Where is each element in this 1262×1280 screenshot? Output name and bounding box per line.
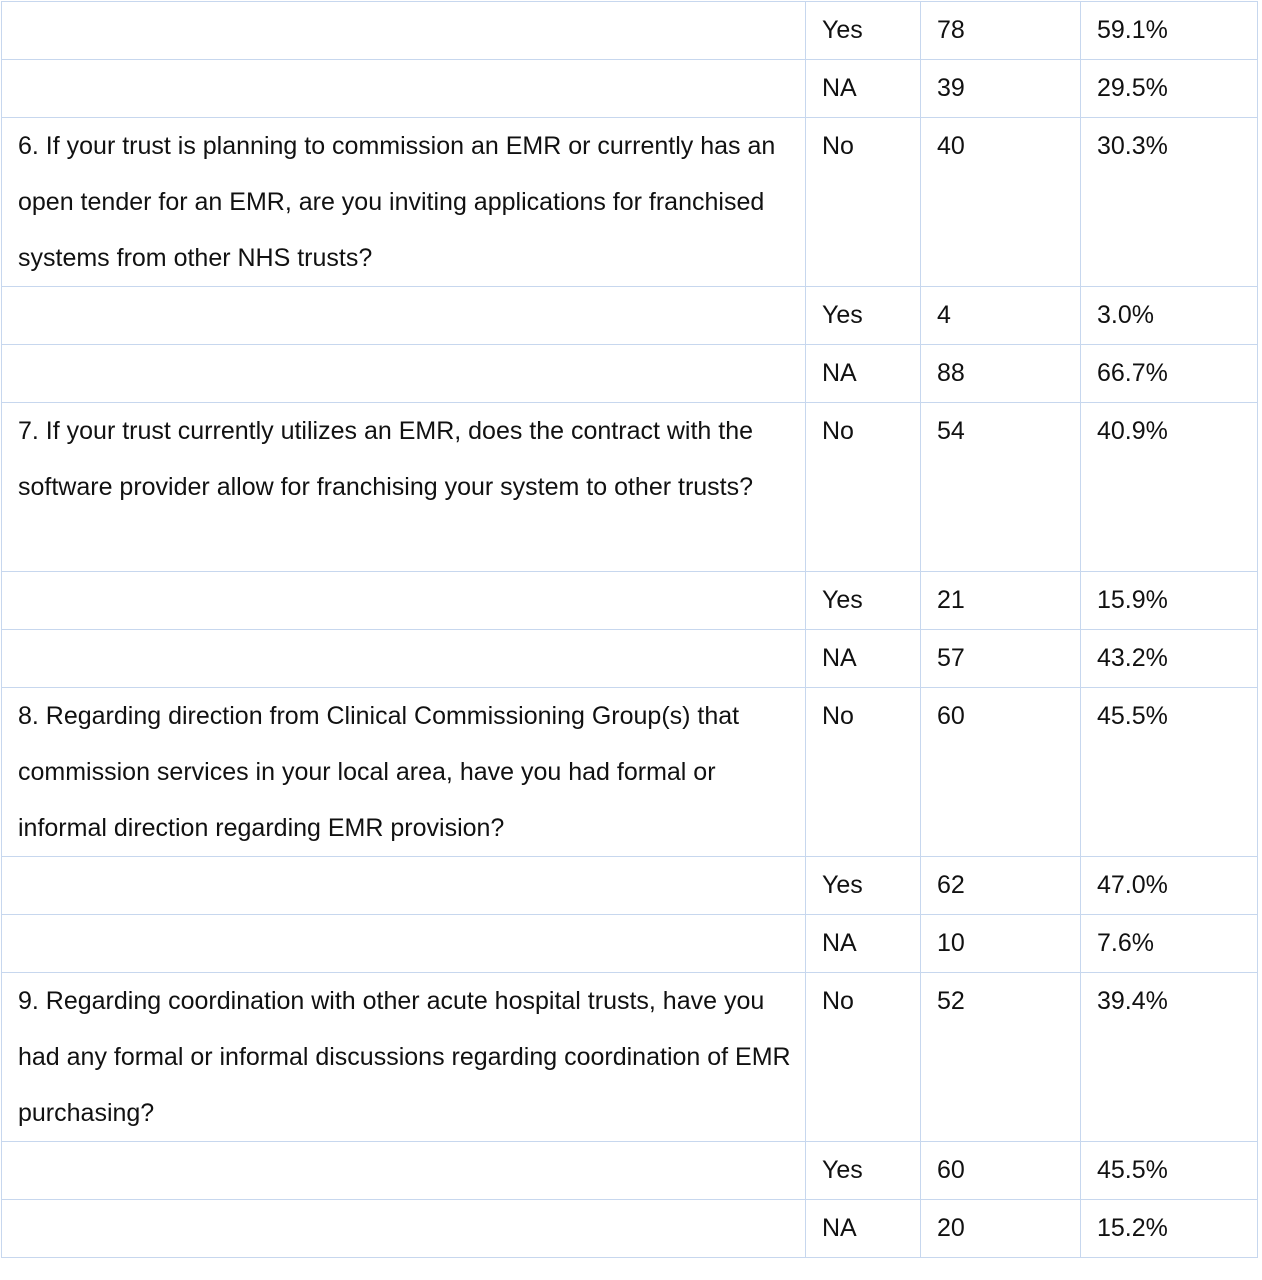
answer-cell: Yes	[806, 857, 921, 915]
table-row	[2, 630, 1258, 688]
question-cell	[2, 345, 806, 403]
percent-cell: 59.1%	[1081, 2, 1258, 60]
count-cell: 57	[921, 630, 1081, 688]
percent-cell: 45.5%	[1081, 688, 1258, 857]
question-cell: 7. If your trust currently utilizes an EMR, does the contract with the software provider allow for franchising your system to other trusts?	[2, 403, 806, 572]
answer-cell: NA	[806, 345, 921, 403]
table-row	[2, 287, 1258, 345]
answer-cell: NA	[806, 60, 921, 118]
table-row	[2, 118, 1258, 287]
count-cell: 52	[921, 973, 1081, 1142]
question-cell	[2, 2, 806, 60]
question-cell	[2, 572, 806, 630]
question-cell	[2, 1200, 806, 1258]
question-cell	[2, 915, 806, 973]
table-row	[2, 688, 1258, 857]
percent-cell: 47.0%	[1081, 857, 1258, 915]
answer-cell: Yes	[806, 2, 921, 60]
count-cell: 54	[921, 403, 1081, 572]
percent-cell: 29.5%	[1081, 60, 1258, 118]
percent-cell: 15.9%	[1081, 572, 1258, 630]
count-cell: 60	[921, 688, 1081, 857]
answer-cell: Yes	[806, 572, 921, 630]
table-row	[2, 973, 1258, 1142]
table-row	[2, 1142, 1258, 1200]
table-row	[2, 345, 1258, 403]
answer-cell: NA	[806, 1200, 921, 1258]
table-row	[2, 403, 1258, 572]
question-cell: 9. Regarding coordination with other acute hospital trusts, have you had any formal or informal discussions regarding coordination of EMR purchasing?	[2, 973, 806, 1142]
percent-cell: 39.4%	[1081, 973, 1258, 1142]
count-cell: 21	[921, 572, 1081, 630]
question-cell	[2, 857, 806, 915]
answer-cell: NA	[806, 630, 921, 688]
answer-cell: Yes	[806, 287, 921, 345]
percent-cell: 15.2%	[1081, 1200, 1258, 1258]
question-cell	[2, 1142, 806, 1200]
percent-cell: 30.3%	[1081, 118, 1258, 287]
percent-cell: 7.6%	[1081, 915, 1258, 973]
question-cell: 8. Regarding direction from Clinical Commissioning Group(s) that commission services in your local area, have you had formal or informal direction regarding EMR provision?	[2, 688, 806, 857]
percent-cell: 40.9%	[1081, 403, 1258, 572]
percent-cell: 3.0%	[1081, 287, 1258, 345]
table-row	[2, 915, 1258, 973]
table-row	[2, 857, 1258, 915]
count-cell: 4	[921, 287, 1081, 345]
count-cell: 40	[921, 118, 1081, 287]
count-cell: 10	[921, 915, 1081, 973]
count-cell: 62	[921, 857, 1081, 915]
survey-results-table	[1, 1, 1258, 1258]
answer-cell: Yes	[806, 1142, 921, 1200]
count-cell: 60	[921, 1142, 1081, 1200]
count-cell: 88	[921, 345, 1081, 403]
table-row	[2, 572, 1258, 630]
answer-cell: NA	[806, 915, 921, 973]
answer-cell: No	[806, 973, 921, 1142]
count-cell: 78	[921, 2, 1081, 60]
count-cell: 20	[921, 1200, 1081, 1258]
table-row	[2, 2, 1258, 60]
question-cell	[2, 630, 806, 688]
table-row	[2, 60, 1258, 118]
question-cell: 6. If your trust is planning to commission an EMR or currently has an open tender for an EMR, are you inviting applications for franchised systems from other NHS trusts?	[2, 118, 806, 287]
question-cell	[2, 287, 806, 345]
count-cell: 39	[921, 60, 1081, 118]
question-cell	[2, 60, 806, 118]
percent-cell: 45.5%	[1081, 1142, 1258, 1200]
answer-cell: No	[806, 403, 921, 572]
answer-cell: No	[806, 688, 921, 857]
percent-cell: 66.7%	[1081, 345, 1258, 403]
percent-cell: 43.2%	[1081, 630, 1258, 688]
answer-cell: No	[806, 118, 921, 287]
table-row	[2, 1200, 1258, 1258]
